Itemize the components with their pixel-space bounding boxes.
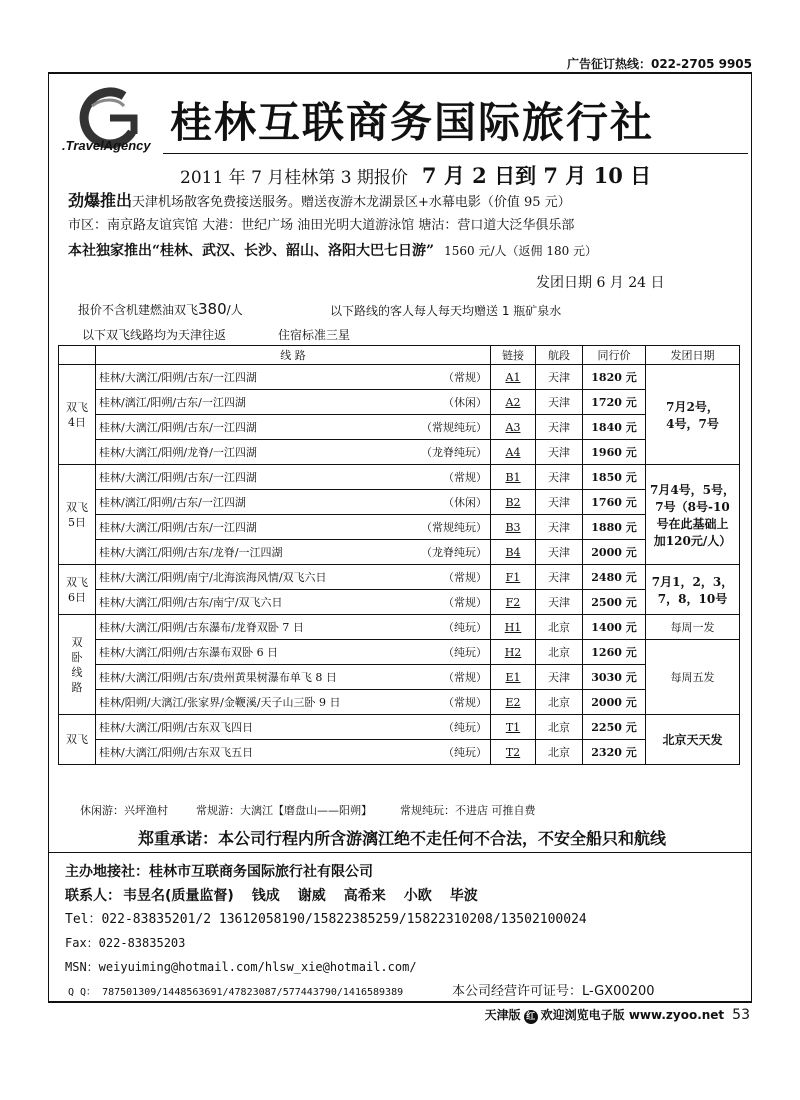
fuel-note [78, 300, 243, 318]
contact-name: 谢威 [297, 888, 326, 904]
exclusive-offer [68, 240, 597, 260]
route-tag: （休闲） [443, 496, 487, 509]
row-category [59, 365, 96, 465]
route-segment: 北京 [536, 690, 583, 715]
route-link[interactable]: T1 [491, 715, 536, 740]
route-cell [96, 440, 491, 465]
route-cell [96, 665, 491, 690]
route-cell [96, 590, 491, 615]
contacts [65, 885, 496, 905]
exclusive-price: 1560 元/人（返佣 180 元） [444, 244, 598, 258]
contact-name: 高希来 [343, 888, 386, 904]
departure-dates: 每周一发 [646, 615, 740, 640]
route-link[interactable]: B4 [491, 540, 536, 565]
promo-text: 天津机场散客免费接送服务。赠送夜游木龙湖景区+水幕电影（价值 95 元） [132, 195, 571, 210]
route-segment: 天津 [536, 490, 583, 515]
route-tag: （常规） [443, 671, 487, 684]
departure-dates: 7月4号，5号， 7号（8号-10 号在此基础上 加120元/人） [646, 465, 740, 565]
legend-leisure: 休闲游：兴坪渔村 [80, 804, 168, 817]
table-row [59, 565, 740, 590]
red-badge-icon: 红 [524, 1010, 538, 1024]
contact-name: 钱成 [251, 888, 280, 904]
page-number: 53 [732, 1007, 750, 1023]
header-segment: 航段 [536, 346, 583, 365]
route-segment: 北京 [536, 715, 583, 740]
price-table [58, 345, 740, 765]
pickup-points: 市区：南京路友谊宾馆 大港：世纪广场 油田光明大道游泳馆 塘沽：营口道大泛华俱乐部 [68, 218, 575, 233]
route-price: 1720 元 [583, 390, 646, 415]
route-tag: （常规） [443, 696, 487, 709]
ad-hotline: 广告征订热线：022-2705 9905 [566, 57, 752, 71]
route-tag: （纯玩） [443, 646, 487, 659]
route-tag: （纯玩） [443, 721, 487, 734]
departure-dates: 北京天天发 [646, 715, 740, 765]
table-row [59, 390, 740, 415]
route-cell [96, 415, 491, 440]
title-divider [163, 153, 748, 154]
route-cell [96, 640, 491, 665]
commitment-divider [48, 852, 752, 853]
route-tag: （常规） [443, 471, 487, 484]
row-category [59, 715, 96, 765]
route-cell [96, 715, 491, 740]
route-cell [96, 390, 491, 415]
route-link[interactable]: A2 [491, 390, 536, 415]
route-cell [96, 615, 491, 640]
route-link[interactable]: E1 [491, 665, 536, 690]
route-link[interactable]: E2 [491, 690, 536, 715]
route-tag: （常规纯玩） [421, 521, 487, 534]
route-name: 桂林/大漓江/阳朔/南宁/北海滨海风情/双飞六日 [99, 571, 327, 584]
route-segment: 天津 [536, 365, 583, 390]
table-row [59, 440, 740, 465]
route-price: 1760 元 [583, 490, 646, 515]
route-segment: 北京 [536, 615, 583, 640]
top-divider [48, 72, 752, 74]
telephone: Tel：022-83835201/2 13612058190/15822385259/15822310208/13502100024 [65, 912, 587, 927]
route-tag: （龙脊纯玩） [421, 546, 487, 559]
route-link[interactable]: B2 [491, 490, 536, 515]
route-price: 1840 元 [583, 415, 646, 440]
route-segment: 天津 [536, 415, 583, 440]
row-category [59, 565, 96, 615]
route-name: 桂林/大漓江/阳朔/古东/贵州黄果树瀑布单飞 8 日 [99, 671, 337, 684]
route-link[interactable]: A1 [491, 365, 536, 390]
route-name: 桂林/大漓江/阳朔/古东/一江四湖 [99, 421, 257, 434]
route-tag: （常规） [443, 571, 487, 584]
header-route: 线 路 [96, 346, 491, 365]
table-body [59, 365, 740, 765]
route-name: 桂林/大漓江/阳朔/古东瀑布双卧 6 日 [99, 646, 279, 659]
route-name: 桂林/大漓江/阳朔/古东/一江四湖 [99, 521, 257, 534]
route-cell [96, 365, 491, 390]
route-name: 桂林/漓江/阳朔/古东/一江四湖 [99, 396, 246, 409]
table-row [59, 740, 740, 765]
hotel-note: 住宿标准三星 [278, 328, 351, 342]
route-name: 桂林/大漓江/阳朔/龙脊/一江四湖 [99, 446, 257, 459]
promo-label: 劲爆推出 [68, 191, 133, 210]
table-row [59, 515, 740, 540]
legend-pure: 常规纯玩：不进店 可推自费 [400, 804, 536, 817]
table-row [59, 540, 740, 565]
legend-regular: 常规游：大漓江【磨盘山——阳朔】 [196, 804, 372, 817]
route-link[interactable]: F2 [491, 590, 536, 615]
table-row [59, 665, 740, 690]
route-name: 桂林/大漓江/阳朔/古东双飞五日 [99, 746, 254, 759]
fax: Fax：022-83835203 [65, 936, 186, 950]
route-segment: 天津 [536, 565, 583, 590]
logo-text: .TravelAgency [62, 138, 151, 153]
route-link[interactable]: H2 [491, 640, 536, 665]
route-cell [96, 490, 491, 515]
route-price: 2480 元 [583, 565, 646, 590]
footer-text: 欢迎浏览电子版 www.zyoo.net [540, 1008, 725, 1022]
table-row [59, 365, 740, 390]
table-row [59, 490, 740, 515]
route-price: 1260 元 [583, 640, 646, 665]
route-name: 桂林/大漓江/阳朔/古东/一江四湖 [99, 471, 257, 484]
promo-line [68, 188, 571, 211]
header-link: 链接 [491, 346, 536, 365]
tianjin-note: 以下双飞线路均为天津往返 [82, 328, 227, 342]
route-segment: 天津 [536, 465, 583, 490]
route-cell [96, 515, 491, 540]
route-tag: （休闲） [443, 396, 487, 409]
route-link[interactable]: F1 [491, 565, 536, 590]
route-cell [96, 740, 491, 765]
route-price: 1850 元 [583, 465, 646, 490]
header-category [59, 346, 96, 365]
header-price: 同行价 [583, 346, 646, 365]
footer-edition: 天津版 [484, 1008, 521, 1022]
msn: MSN：weiyuiming@hotmail.com/hlsw_xie@hotmail.com/ [65, 960, 417, 974]
route-tag: （纯玩） [443, 621, 487, 634]
table-row [59, 640, 740, 665]
route-segment: 北京 [536, 640, 583, 665]
table-row [59, 615, 740, 640]
route-name: 桂林/漓江/阳朔/古东/一江四湖 [99, 496, 246, 509]
route-price: 2500 元 [583, 590, 646, 615]
route-price: 2000 元 [583, 540, 646, 565]
issue-dates: 7 月 2 日到 7 月 10 日 [421, 163, 652, 188]
table-row [59, 715, 740, 740]
contact-name: 毕波 [449, 888, 478, 904]
row-category [59, 615, 96, 715]
fuel-note-suffix: /人 [226, 303, 243, 317]
route-segment: 天津 [536, 515, 583, 540]
table-row [59, 590, 740, 615]
route-tag: （龙脊纯玩） [421, 446, 487, 459]
route-name: 桂林/大漓江/阳朔/古东/南宁/双飞六日 [99, 596, 283, 609]
fuel-amount: 380 [198, 300, 227, 318]
route-link[interactable]: T2 [491, 740, 536, 765]
operator: 主办地接社：桂林市互联商务国际旅行社有限公司 [65, 864, 373, 880]
route-price: 1880 元 [583, 515, 646, 540]
table-row [59, 465, 740, 490]
row-category-text: 双飞 [66, 733, 88, 746]
contacts-label: 联系人： [65, 888, 121, 904]
page-title: 桂林互联商务国际旅行社 [170, 98, 655, 147]
route-tag: （常规） [443, 371, 487, 384]
issue-label: 2011 年 7 月桂林第 3 期报价 [180, 168, 408, 188]
row-category-text: 双飞 5日 [66, 500, 88, 529]
commitment: 郑重承诺：本公司行程内所含游漓江绝不走任何不合法，不安全船只和航线 [138, 829, 667, 848]
route-link[interactable]: A4 [491, 440, 536, 465]
route-price: 3030 元 [583, 665, 646, 690]
departure-dates: 7月1，2，3， 7，8，10号 [646, 565, 740, 615]
route-name: 桂林/大漓江/阳朔/古东/一江四湖 [99, 371, 257, 384]
route-cell [96, 565, 491, 590]
route-segment: 天津 [536, 590, 583, 615]
issue-subtitle [180, 160, 651, 190]
qq: Q Q： 787501309/1448563691/47823087/577443790/1416589389 [68, 987, 404, 998]
route-name: 桂林/阳朔/大漓江/张家界/金鞭溪/天子山三卧 9 日 [99, 696, 341, 709]
route-segment: 北京 [536, 740, 583, 765]
route-price: 2000 元 [583, 690, 646, 715]
route-link[interactable]: B3 [491, 515, 536, 540]
table-row [59, 415, 740, 440]
route-price: 1820 元 [583, 365, 646, 390]
route-link[interactable]: H1 [491, 615, 536, 640]
departure-date: 发团日期 6 月 24 日 [536, 275, 665, 291]
departure-dates: 7月2号， 4号，7号 [646, 365, 740, 465]
table-header-row [59, 346, 740, 365]
route-link[interactable]: B1 [491, 465, 536, 490]
header-dates: 发团日期 [646, 346, 740, 365]
route-cell [96, 690, 491, 715]
route-tag: （常规） [443, 596, 487, 609]
departure-dates: 每周五发 [646, 640, 740, 715]
table-row [59, 690, 740, 715]
route-price: 1960 元 [583, 440, 646, 465]
route-price: 2250 元 [583, 715, 646, 740]
contact-name: 小欧 [403, 888, 432, 904]
route-segment: 天津 [536, 540, 583, 565]
route-segment: 天津 [536, 665, 583, 690]
exclusive-text: 本社独家推出“桂林、武汉、长沙、韶山、洛阳大巴七日游” [68, 243, 435, 259]
route-name: 桂林/大漓江/阳朔/古东双飞四日 [99, 721, 254, 734]
row-category [59, 465, 96, 565]
row-category-text: 双 卧 线 路 [71, 635, 83, 694]
route-tag: （纯玩） [443, 746, 487, 759]
route-tag: （常规纯玩） [421, 421, 487, 434]
water-note: 以下路线的客人每人每天均赠送 1 瓶矿泉水 [330, 304, 562, 318]
row-category-text: 双飞 4日 [66, 400, 88, 429]
footer [485, 1006, 750, 1024]
route-price: 2320 元 [583, 740, 646, 765]
contact-name: 韦昱名(质量监督) [123, 888, 234, 904]
route-price: 1400 元 [583, 615, 646, 640]
route-name: 桂林/大漓江/阳朔/古东/龙脊/一江四湖 [99, 546, 283, 559]
fuel-note-prefix: 报价不含机建燃油双飞 [78, 303, 199, 317]
route-link[interactable]: A3 [491, 415, 536, 440]
route-segment: 天津 [536, 390, 583, 415]
license-number: 本公司经营许可证号：L-GX00200 [452, 984, 655, 999]
row-category-text: 双飞 6日 [66, 575, 88, 604]
legend [80, 802, 564, 818]
route-name: 桂林/大漓江/阳朔/古东瀑布/龙脊双卧 7 日 [99, 621, 304, 634]
route-cell [96, 465, 491, 490]
route-segment: 天津 [536, 440, 583, 465]
route-cell [96, 540, 491, 565]
bottom-divider [48, 1001, 752, 1003]
